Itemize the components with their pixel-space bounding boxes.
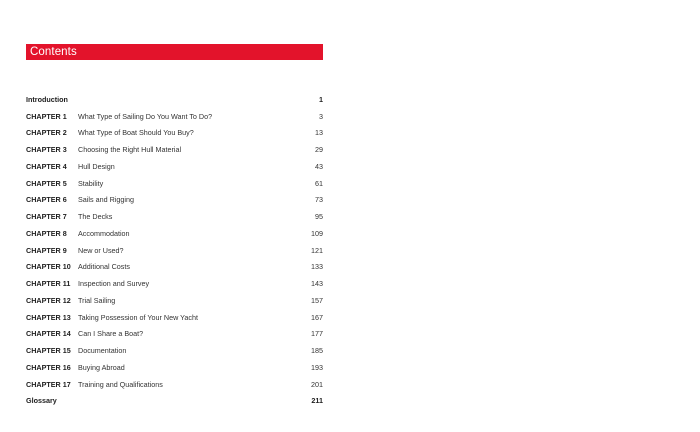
toc-title: Can I Share a Boat?: [78, 329, 144, 339]
toc-page-number: 143: [311, 279, 323, 289]
toc-page-number: 29: [315, 145, 323, 155]
toc-entry-introduction[interactable]: [26, 91, 323, 108]
toc-title: New or Used?: [78, 245, 124, 255]
toc-page-number: 157: [311, 295, 323, 305]
contents-title: Contents: [30, 46, 77, 58]
toc-label: CHAPTER 6: [26, 195, 67, 205]
toc-page-number: 167: [311, 312, 323, 322]
toc-label: CHAPTER 15: [26, 346, 71, 356]
toc-page-number: 201: [311, 379, 323, 389]
toc-page-number: 73: [315, 195, 323, 205]
toc-entry-chapter-3[interactable]: [26, 141, 323, 158]
table-of-contents: [26, 91, 323, 409]
toc-title: The Decks: [78, 212, 113, 222]
toc-entry-chapter-12[interactable]: [26, 292, 323, 309]
toc-entry-chapter-8[interactable]: [26, 225, 323, 242]
toc-title: What Type of Sailing Do You Want To Do?: [78, 111, 213, 121]
toc-title: Inspection and Survey: [78, 279, 150, 289]
toc-page-number: 185: [311, 346, 323, 356]
toc-entry-chapter-11[interactable]: [26, 275, 323, 292]
toc-title: Stability: [78, 178, 104, 188]
toc-label: Introduction: [26, 94, 68, 104]
toc-page-number: 43: [315, 161, 323, 171]
toc-page-number: 193: [311, 362, 323, 372]
toc-entry-chapter-13[interactable]: [26, 309, 323, 326]
toc-title: Documentation: [78, 346, 127, 356]
toc-label: CHAPTER 3: [26, 145, 67, 155]
toc-title: What Type of Boat Should You Buy?: [78, 128, 194, 138]
toc-entry-chapter-5[interactable]: [26, 175, 323, 192]
toc-label: CHAPTER 1: [26, 111, 67, 121]
toc-entry-chapter-15[interactable]: [26, 342, 323, 359]
toc-entry-glossary[interactable]: [26, 393, 323, 410]
toc-title: Sails and Rigging: [78, 195, 134, 205]
contents-header-bar: [26, 44, 323, 60]
toc-label: CHAPTER 7: [26, 212, 67, 222]
toc-page-number: 177: [311, 329, 323, 339]
toc-entry-chapter-6[interactable]: [26, 192, 323, 209]
toc-entry-chapter-10[interactable]: [26, 259, 323, 276]
toc-label: Glossary: [26, 396, 57, 406]
toc-label: CHAPTER 14: [26, 329, 71, 339]
toc-label: CHAPTER 10: [26, 262, 71, 272]
toc-label: CHAPTER 9: [26, 245, 67, 255]
toc-label: CHAPTER 12: [26, 295, 71, 305]
toc-title: Training and Qualifications: [78, 379, 163, 389]
toc-page-number: 211: [311, 396, 323, 406]
toc-page-number: 95: [315, 212, 323, 222]
toc-entry-chapter-7[interactable]: [26, 208, 323, 225]
toc-title: Trial Sailing: [78, 295, 116, 305]
toc-label: CHAPTER 16: [26, 362, 71, 372]
toc-page-number: 1: [319, 94, 323, 104]
toc-label: CHAPTER 2: [26, 128, 67, 138]
toc-title: Taking Possession of Your New Yacht: [78, 312, 198, 322]
toc-title: Hull Design: [78, 161, 115, 171]
toc-entry-chapter-9[interactable]: [26, 242, 323, 259]
toc-label: CHAPTER 17: [26, 379, 71, 389]
toc-entry-chapter-17[interactable]: [26, 376, 323, 393]
toc-title: Additional Costs: [78, 262, 130, 272]
toc-label: CHAPTER 13: [26, 312, 71, 322]
toc-entry-chapter-2[interactable]: [26, 125, 323, 142]
toc-label: CHAPTER 11: [26, 279, 71, 289]
toc-page-number: 13: [315, 128, 323, 138]
toc-title: Accommodation: [78, 228, 130, 238]
toc-label: CHAPTER 8: [26, 228, 67, 238]
toc-label: CHAPTER 4: [26, 161, 67, 171]
toc-page-number: 61: [315, 178, 323, 188]
toc-page-number: 109: [311, 228, 323, 238]
toc-title: Choosing the Right Hull Material: [78, 145, 182, 155]
toc-page-number: 133: [311, 262, 323, 272]
toc-entry-chapter-1[interactable]: [26, 108, 323, 125]
toc-entry-chapter-4[interactable]: [26, 158, 323, 175]
toc-page-number: 121: [311, 245, 323, 255]
toc-page-number: 3: [319, 111, 323, 121]
toc-entry-chapter-14[interactable]: [26, 326, 323, 343]
toc-title: Buying Abroad: [78, 362, 125, 372]
toc-entry-chapter-16[interactable]: [26, 359, 323, 376]
toc-label: CHAPTER 5: [26, 178, 67, 188]
